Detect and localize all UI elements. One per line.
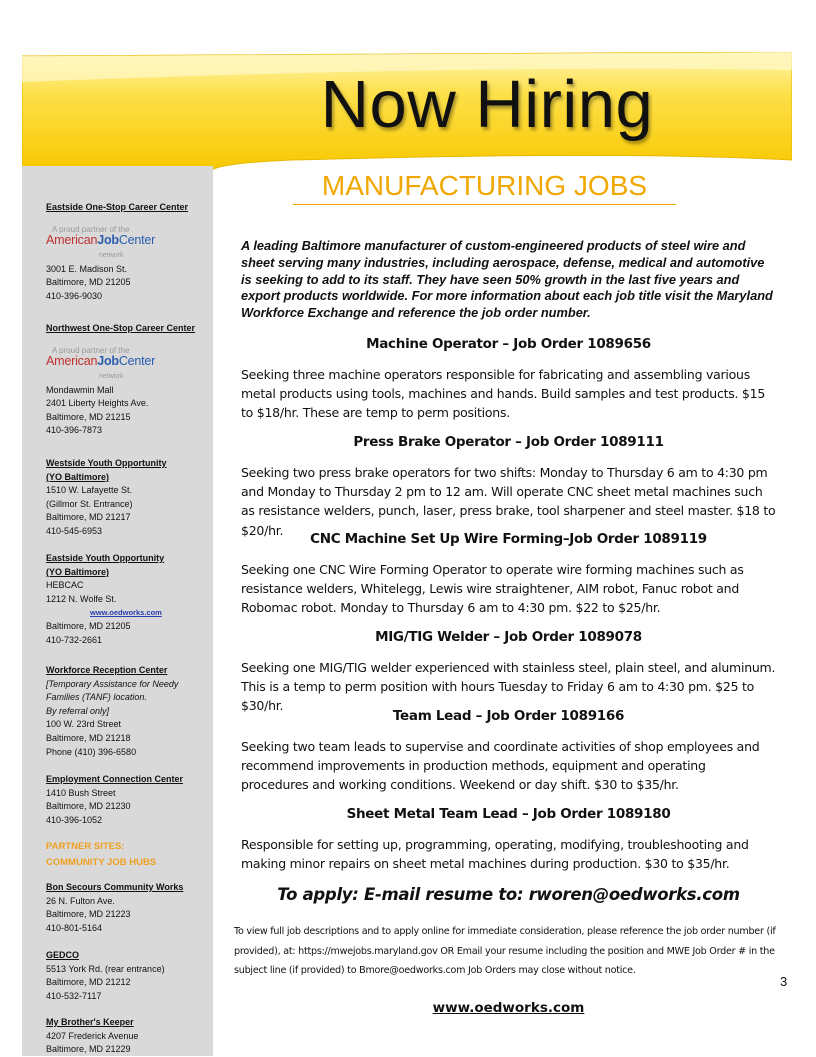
sidebar-gedco — [46, 949, 165, 1003]
center-name: GEDCO — [46, 950, 80, 960]
apply-instructions: To apply: E-mail resume to: rworen@oedworks.com — [277, 885, 740, 904]
center-note: By referral only] — [46, 705, 110, 716]
address-line: 1510 W. Lafayette St. — [46, 485, 133, 496]
job-description: Responsible for setting up, programming, operating, modifying, troubleshooting and making minor repairs on sheet metal machines during production. $30 to $35/hr. — [241, 837, 749, 872]
job-title: Team Lead – Job Order 1089166 — [392, 708, 625, 724]
phone: 410-801-5164 — [46, 922, 103, 933]
phone: 410-732-2661 — [46, 634, 103, 645]
job-title: Sheet Metal Team Lead – Job Order 1089180 — [346, 806, 671, 822]
address-line: 100 W. 23rd Street — [46, 719, 122, 730]
address-line: Baltimore, MD 21217 — [46, 512, 131, 523]
sidebar-employment-center — [46, 773, 183, 827]
center-name-sub: (YO Baltimore) — [46, 471, 110, 482]
center-name: Bon Secours Community Works — [46, 882, 184, 892]
address-line: (Gillmor St. Entrance) — [46, 498, 133, 509]
page-subtitle: MANUFACTURING JOBS — [293, 168, 676, 205]
page-number: 3 — [780, 974, 788, 989]
job-title: Machine Operator – Job Order 1089656 — [366, 336, 651, 352]
job-title: Press Brake Operator – Job Order 1089111 — [353, 434, 664, 450]
job-title: MIG/TIG Welder – Job Order 1089078 — [375, 629, 642, 645]
center-name: Eastside One-Stop Career Center — [46, 202, 189, 212]
center-name: Northwest One-Stop Career Center — [46, 323, 196, 333]
address-line: Baltimore, MD 21205 — [46, 277, 131, 288]
ajc-logo: A proud partner of the AmericanJobCenter network — [46, 224, 156, 259]
address-line: 1410 Bush Street — [46, 787, 116, 798]
address-line: Baltimore, MD 21223 — [46, 909, 131, 920]
phone: 410-532-7117 — [46, 990, 102, 1001]
job-description: Seeking one MIG/TIG welder experienced with stainless steel, plain steel, and aluminum. This is a temp to perm position with hours Tuesday to Friday 6 am to 4:30 pm. $25 to $30/hr. — [241, 660, 776, 714]
job-description: Seeking one CNC Wire Forming Operator to operate wire forming machines such as resistance welders, Whitelegg, Lewis wire straightener, AIM robot, Fanuc robot and Robomac robot. Monday to Thursday 6 am to 4:30 pm. $22 to $25/hr. — [241, 562, 744, 616]
address-line: 4207 Frederick Avenue — [46, 1030, 139, 1041]
sidebar-brothers-keeper — [46, 1016, 138, 1057]
job-description: Seeking three machine operators responsible for fabricating and assembling various metal products using tools, machines and hands. Build samples and test products. $15 to $18/hr. These are temp to perm positions. — [241, 367, 766, 421]
footer-website-link[interactable]: www.oedworks.com — [432, 1000, 585, 1016]
address-line: HEBCAC — [46, 580, 84, 591]
ajc-logo: A proud partner of the AmericanJobCenter network — [46, 345, 156, 380]
sidebar-bon-secours — [46, 881, 183, 935]
center-name: Eastside Youth Opportunity — [46, 553, 165, 563]
banner-title: Now Hiring — [320, 67, 654, 142]
address-line: Baltimore, MD 21205 — [46, 620, 131, 631]
footnote: To view full job descriptions and to apply online for immediate consideration, please reference the job order number (if provided), at: https://mwejobs.maryland.gov OR Email your resume including the position and MWE Job Order # in the subject line (if provided) to Bmore@oedworks.com Job Orders may close without notice. — [234, 926, 776, 976]
center-note: Families (TANF) location. — [46, 692, 147, 703]
center-name-sub: (YO Baltimore) — [46, 566, 110, 577]
address-line: Baltimore, MD 21215 — [46, 411, 131, 422]
address-line: Mondawmin Mall — [46, 384, 114, 395]
address-line: 1212 N. Wolfe St. — [46, 593, 117, 604]
job-description: Seeking two press brake operators for two shifts: Monday to Thursday 6 am to 4:30 pm and Monday to Thursday 2 pm to 12 am. Will operate CNC sheet metal machines such as resistance welders, punch, laser, press brake, tool sharpener and steel master. $18 to $20/hr. — [241, 465, 776, 538]
oedworks-link[interactable]: www.oedworks.com — [90, 608, 162, 618]
sidebar-eastside-youth — [46, 552, 164, 647]
center-name: My Brother's Keeper — [46, 1017, 134, 1027]
job-title: CNC Machine Set Up Wire Forming–Job Order 1089119 — [310, 531, 707, 547]
sidebar-eastside-center — [46, 201, 188, 303]
center-name: Employment Connection Center — [46, 774, 184, 784]
job-description: Seeking two team leads to supervise and coordinate activities of shop employees and recommend improvements in production methods, equipment and operating procedures and working conditions. Weekend or day shift. $30 to $35/hr. — [241, 739, 760, 793]
address-line: Baltimore, MD 21230 — [46, 801, 131, 812]
address-line: 3001 E. Madison St. — [46, 263, 128, 274]
phone: 410-545-6953 — [46, 525, 103, 536]
sidebar-westside-youth — [46, 457, 167, 539]
address-line: 2401 Liberty Heights Ave. — [46, 398, 149, 409]
now-hiring-banner — [22, 52, 792, 170]
center-name: Workforce Reception Center — [46, 665, 168, 675]
sidebar-reception-center — [46, 664, 178, 759]
phone: 410-396-9030 — [46, 290, 103, 301]
address-line: 5513 York Rd. (rear entrance) — [46, 963, 165, 974]
center-name: Westside Youth Opportunity — [46, 458, 167, 468]
sidebar-northwest-center — [46, 322, 195, 438]
partner-sites-heading: PARTNER SITES: COMMUNITY JOB HUBS — [46, 841, 157, 868]
address-line: 26 N. Fulton Ave. — [46, 895, 115, 906]
phone: Phone (410) 396-6580 — [46, 746, 137, 757]
intro-paragraph: A leading Baltimore manufacturer of custom-engineered products of steel wire and sheet serving many industries, including aerospace, defense, medical and automotive is seeking to add to its staff. They have seen 50% growth in the last five years and export products worldwide. For more information about each job title visit the Maryland Workforce Exchange and reference the job order number. — [241, 238, 773, 321]
address-line: Baltimore, MD 21218 — [46, 732, 131, 743]
address-line: Baltimore, MD 21212 — [46, 977, 131, 988]
phone: 410-396-1052 — [46, 814, 103, 825]
phone: 410-396-7873 — [46, 425, 103, 436]
address-line: Baltimore, MD 21229 — [46, 1044, 131, 1055]
center-note: [Temporary Assistance for Needy — [46, 678, 179, 689]
